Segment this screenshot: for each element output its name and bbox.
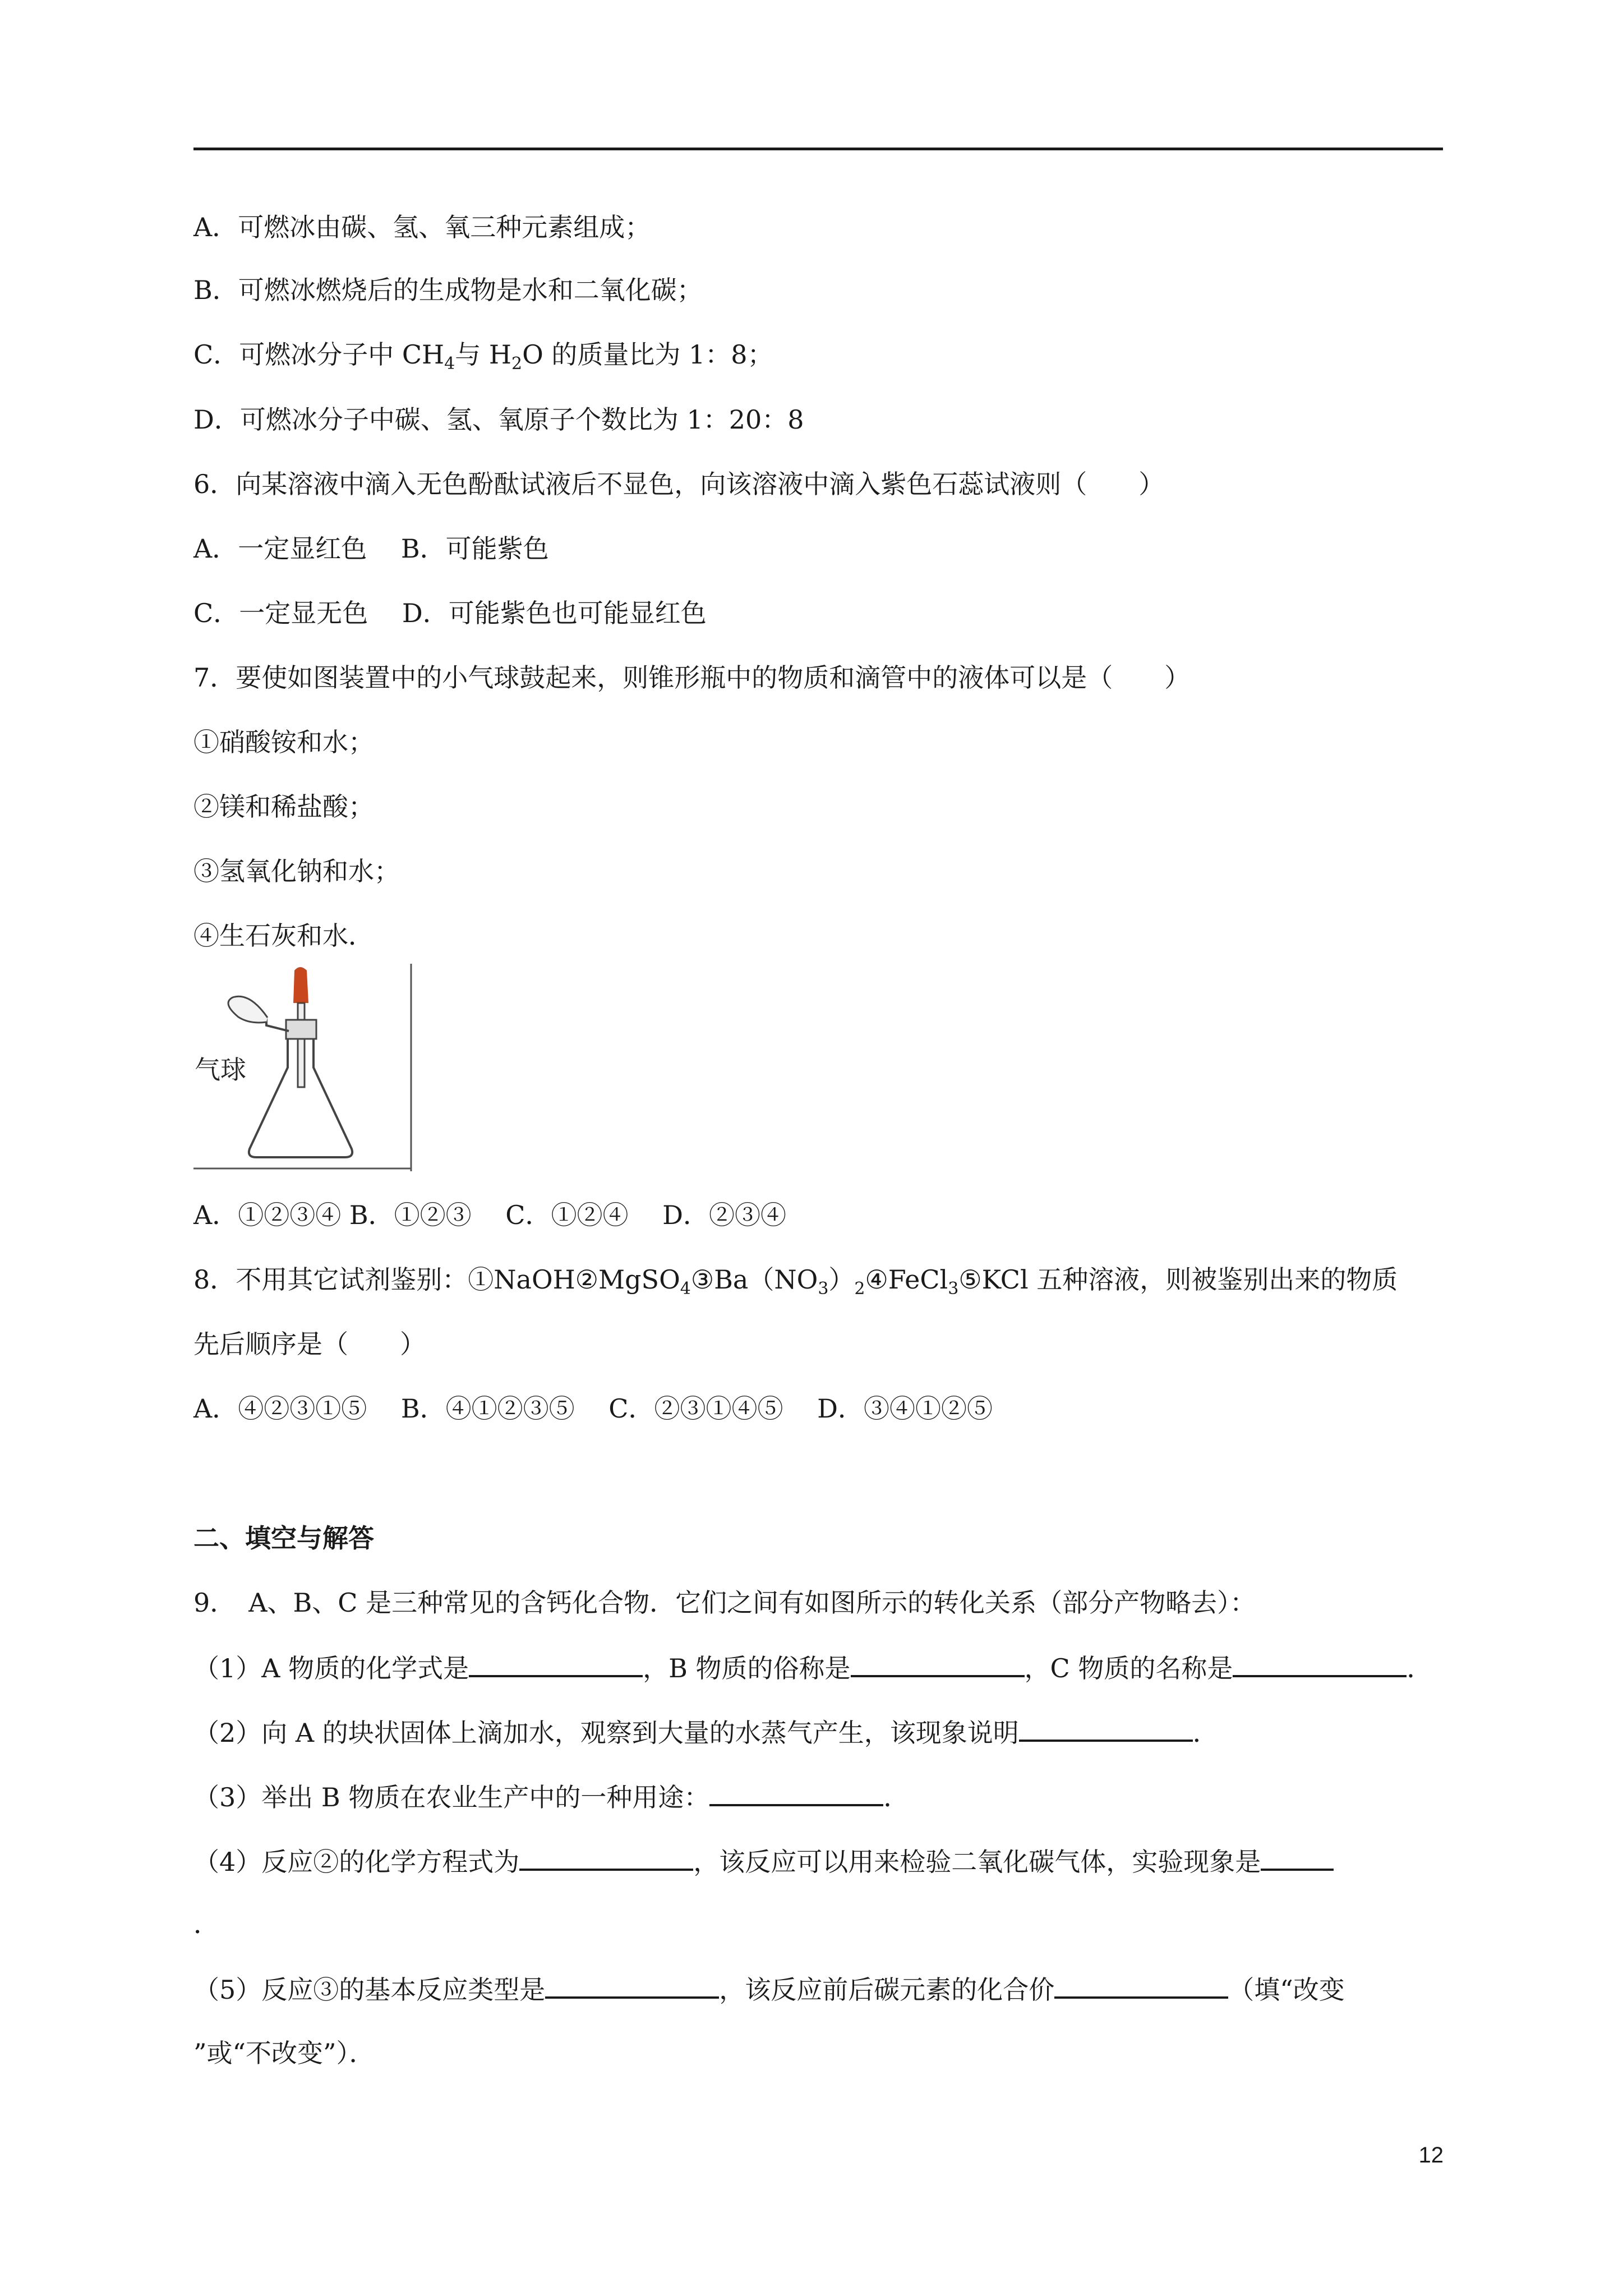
balloon-flask-figure (193, 964, 412, 1171)
section-heading: 二、填空与解答 (193, 1523, 374, 1553)
q5-option-b: B．可燃冰燃烧后的生成物是水和二氧化碳； (193, 275, 703, 305)
dropper-tube (298, 1003, 305, 1087)
page-number: 12 (1418, 2143, 1444, 2168)
flask-stopper (286, 1020, 316, 1039)
q9-part2: （2）向 A 的块状固体上滴加水，观察到大量的水蒸气产生，该现象说明 ． (193, 1715, 1219, 1750)
q5-option-a: A．可燃冰由碳、氢、氧三种元素组成； (193, 212, 651, 242)
q9-part4-end: ． (193, 1909, 219, 1939)
q9-part5-line2: ”或“不改变”）． (193, 2038, 375, 2068)
q9-part5: （5）反应③的基本反应类型是 ，该反应前后碳元素的化合价 （填“改变 (193, 1972, 1345, 2007)
q8-options: A．④②③①⑤ B．④①②③⑤ C．②③①④⑤ D．③④①②⑤ (193, 1393, 993, 1424)
q7-options: A．①②③④ B．①②③ C．①②④ D．②③④ (193, 1200, 786, 1230)
q8-stem-line2: 先后顺序是（ ） (193, 1329, 426, 1359)
q5-option-c: C．可燃冰分子中 $CH_4$与 $H_2O$ 的质量比为 1：8； (193, 339, 773, 374)
q9-part4: （4）反应②的化学方程式为 ，该反应可以用来检验二氧化碳气体，实验现象是 (193, 1844, 1334, 1879)
q9-part1: （1）A 物质的化学式是 ，B 物质的俗称是 ，C 物质的名称是 ． (193, 1650, 1432, 1685)
header-rule (193, 148, 1443, 150)
answer-blank[interactable] (851, 1650, 1025, 1677)
q7-item-2: ②镁和稀盐酸； (193, 792, 374, 822)
q9-part3: （3）举出 B 物质在农业生产中的一种用途： ． (193, 1779, 909, 1814)
answer-blank[interactable] (1019, 1715, 1193, 1742)
dropper-bulb (293, 967, 308, 1003)
answer-blank[interactable] (709, 1779, 883, 1806)
answer-blank[interactable] (545, 1972, 719, 1999)
answer-blank[interactable] (469, 1650, 643, 1677)
q6-stem: 6．向某溶液中滴入无色酚酞试液后不显色，向该溶液中滴入紫色石蕊试液则（ ） (193, 469, 1165, 499)
answer-blank[interactable] (1233, 1650, 1407, 1677)
q7-item-3: ③氢氧化钠和水； (193, 856, 400, 886)
balloon-label: 气球 (195, 1055, 246, 1085)
q6-options-row2: C．一定显无色 D．可能紫色也可能显红色 (193, 598, 707, 628)
answer-blank[interactable] (1054, 1972, 1228, 1999)
q7-item-4: ④生石灰和水． (193, 921, 374, 951)
answer-blank[interactable] (519, 1844, 693, 1871)
answer-blank[interactable] (1261, 1844, 1334, 1871)
q8-stem-line1: 8．不用其它试剂鉴别：$①NaOH②MgSO_4③Ba(NO_3)_2④FeCl_3⑤KCl$ 五种溶液，则被鉴别出来的物质 (193, 1264, 1398, 1299)
q7-item-1: ①硝酸铵和水； (193, 727, 374, 757)
q6-options-row1: A．一定显红色 B．可能紫色 (193, 533, 549, 564)
q7-stem: 7．要使如图装置中的小气球鼓起来，则锥形瓶中的物质和滴管中的液体可以是（ ） (193, 662, 1191, 693)
q9-stem: 9． A、B、C 是三种常见的含钙化合物．它们之间有如图所示的转化关系（部分产物略去）： (193, 1588, 1256, 1618)
q5-option-d: D．可燃冰分子中碳、氢、氧原子个数比为 1：20：8 (193, 404, 804, 435)
balloon (228, 996, 268, 1023)
